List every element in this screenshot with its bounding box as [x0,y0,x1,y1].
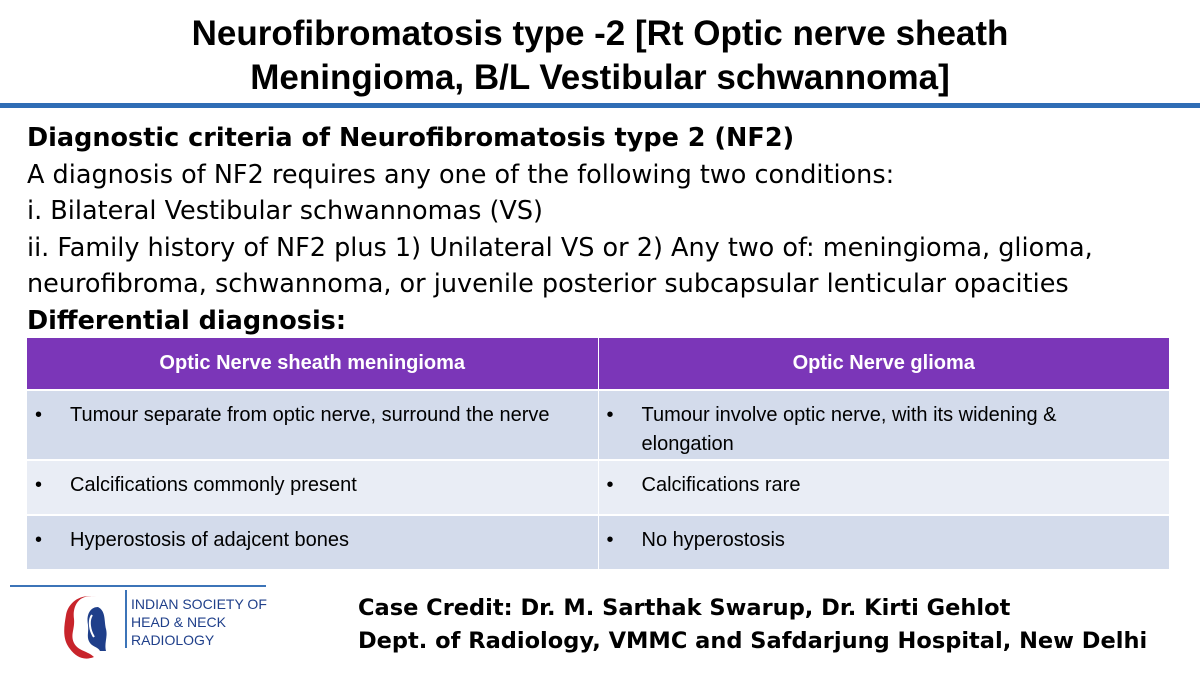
table-cell [27,390,598,460]
case-credit [358,592,1147,658]
table-header-meningioma: Optic Nerve sheath meningioma [27,338,598,390]
table-cell [27,515,598,569]
bullet-icon: • [35,474,43,496]
credit-line-department: Dept. of Radiology, VMMC and Safdarjung Hospital, New Delhi [358,628,1148,654]
cell-text: Calcifications commonly present [70,474,357,496]
logo-separator [125,590,127,648]
head-profile-icon [10,585,122,669]
table-cell [598,390,1169,460]
differential-heading: Differential diagnosis: [27,305,347,336]
slide-title-line-2: Meningioma, B/L Vestibular schwannoma] [250,58,950,97]
table-row [27,390,1169,460]
table-row [27,460,1169,515]
bullet-icon: • [35,529,43,551]
slide-title-line-1: Neurofibromatosis type -2 [Rt Optic nerve sheath [191,14,1009,53]
cell-text: Hyperostosis of adajcent bones [70,529,350,551]
cell-text: Calcifications rare [641,474,801,496]
table-header-glioma: Optic Nerve glioma [598,338,1169,390]
bullet-icon: • [35,404,43,426]
criteria-line: ii. Family history of NF2 plus 1) Unilateral VS or 2) Any two of: meningioma, glioma, [27,232,1093,263]
logo-text [131,595,267,649]
cell-text: Tumour involve optic nerve, with its widening & elongation [641,404,1057,455]
cell-text: Tumour separate from optic nerve, surround the nerve [70,404,550,426]
table-cell [598,515,1169,569]
logo-line: RADIOLOGY [131,632,215,648]
criteria-section [27,120,1197,339]
table-row [27,515,1169,569]
society-logo [10,585,266,669]
title-divider [0,103,1200,108]
logo-line: INDIAN SOCIETY OF [131,596,267,612]
slide-title [0,12,1200,100]
criteria-heading: Diagnostic criteria of Neurofibromatosis type 2 (NF2) [27,123,795,153]
cell-text: No hyperostosis [641,529,785,551]
bullet-icon: • [606,529,614,551]
table-cell [27,460,598,515]
differential-table [27,338,1169,569]
criteria-line: i. Bilateral Vestibular schwannomas (VS) [27,196,544,226]
criteria-line: neurofibroma, schwannoma, or juvenile posterior subcapsular lenticular opacities [27,269,1069,299]
bullet-icon: • [606,474,614,496]
criteria-line: A diagnosis of NF2 requires any one of the following two conditions: [27,159,895,190]
credit-line-authors: Case Credit: Dr. M. Sarthak Swarup, Dr. Kirti Gehlot [358,595,1011,621]
logo-line: HEAD & NECK [131,614,226,630]
bullet-icon: • [606,404,614,426]
table-cell [598,460,1169,515]
table-header-row [27,338,1169,390]
